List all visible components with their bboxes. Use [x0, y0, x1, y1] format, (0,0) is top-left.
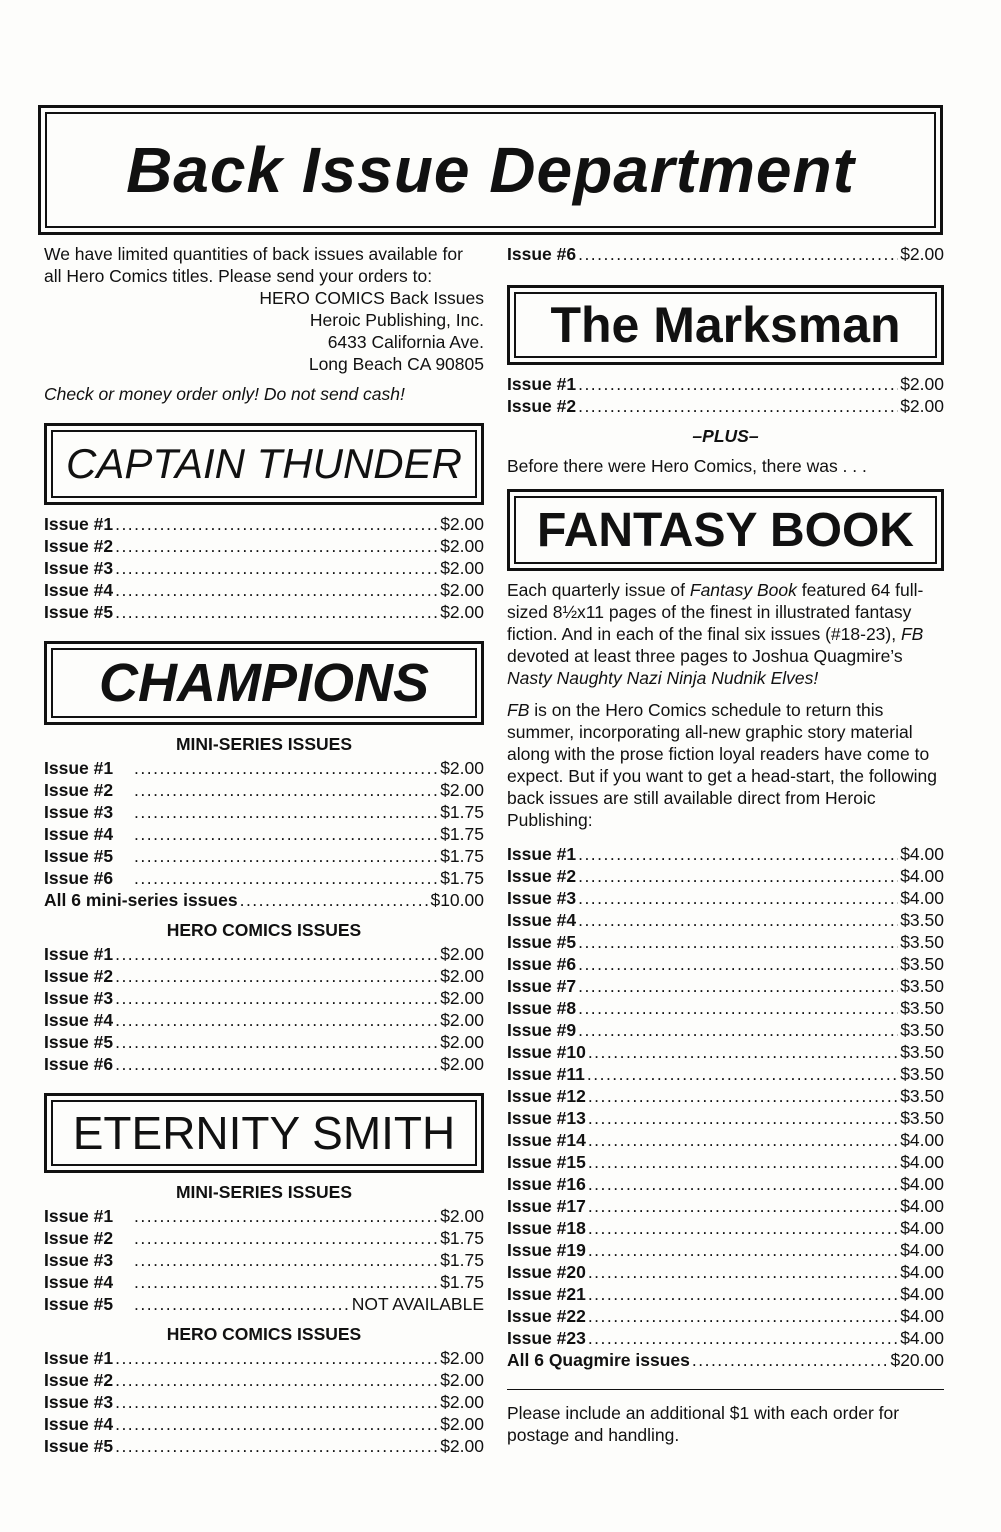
issue-price: $2.00 — [440, 780, 484, 800]
address-line: Heroic Publishing, Inc. — [309, 310, 484, 330]
dot-leader — [115, 513, 438, 535]
issue-row — [44, 601, 484, 623]
issue-row — [44, 1413, 484, 1435]
issue-label: Issue #16 — [507, 1174, 586, 1194]
issue-price: $4.00 — [900, 844, 944, 864]
issue-row — [507, 1239, 944, 1261]
fantasy-book-heading-box — [507, 489, 944, 571]
issue-row — [507, 1085, 944, 1107]
eternity-smith-hero-heading: HERO COMICS ISSUES — [166, 1324, 362, 1344]
issue-label: Issue #20 — [507, 1262, 586, 1282]
issue-price: $4.00 — [900, 1240, 944, 1260]
issue-label: Issue #1 — [44, 944, 114, 964]
dot-leader — [115, 557, 438, 579]
issue-row — [44, 845, 484, 867]
dot-leader — [115, 1435, 438, 1457]
champions-mini-heading: MINI-SERIES ISSUES — [175, 734, 352, 754]
dot-leader — [115, 1347, 438, 1369]
issue-row — [44, 1369, 484, 1391]
issue-label: Issue #6 — [507, 954, 577, 974]
issue-row — [44, 1435, 484, 1457]
dot-leader — [588, 1195, 898, 1217]
issue-label: Issue #5 — [44, 602, 114, 622]
issue-price: $2.00 — [440, 602, 484, 622]
dot-leader — [588, 1327, 898, 1349]
issue-row — [507, 1349, 944, 1371]
intro-text: We have limited quantities of back issues available for all Hero Comics titles. Please send your orders to: — [44, 244, 463, 286]
issue-label: Issue #4 — [44, 824, 114, 844]
issue-price: $3.50 — [900, 998, 944, 1018]
issue-row — [507, 909, 944, 931]
issue-price: $1.75 — [440, 1272, 484, 1292]
issue-label: Issue #3 — [507, 888, 577, 908]
issue-price: $4.00 — [900, 866, 944, 886]
issue-price: $2.00 — [900, 396, 944, 416]
text-segment: Nasty Naughty Nazi Ninja Nudnik Elves! — [507, 668, 819, 688]
issue-label: Issue #8 — [507, 998, 577, 1018]
mailing-address — [44, 287, 484, 375]
issue-row — [44, 1347, 484, 1369]
marksman-heading: The Marksman — [550, 297, 901, 353]
issue-row — [44, 1271, 484, 1293]
dot-leader — [134, 779, 438, 801]
dot-leader — [588, 1107, 898, 1129]
issue-label: All 6 Quagmire issues — [507, 1350, 690, 1370]
issue-row — [507, 1129, 944, 1151]
dot-leader — [588, 1261, 898, 1283]
issue-price: $3.50 — [900, 976, 944, 996]
issue-row — [507, 1327, 944, 1349]
dot-leader — [134, 1227, 438, 1249]
issue-price: $3.50 — [900, 1086, 944, 1106]
champions-mini-list — [44, 757, 484, 911]
fantasy-book-heading: FANTASY BOOK — [537, 503, 914, 557]
issue-label: Issue #1 — [44, 1348, 114, 1368]
dot-leader — [115, 1009, 438, 1031]
dot-leader — [115, 535, 438, 557]
issue-row — [507, 975, 944, 997]
issue-price: $4.00 — [900, 1328, 944, 1348]
champions-hero-heading: HERO COMICS ISSUES — [166, 920, 362, 940]
issue-label: Issue #2 — [44, 780, 114, 800]
issue-label: Issue #4 — [44, 1272, 114, 1292]
dot-leader — [115, 943, 438, 965]
issue-row — [44, 1249, 484, 1271]
dot-leader — [588, 1283, 898, 1305]
dot-leader — [134, 801, 438, 823]
dot-leader — [588, 1129, 898, 1151]
issue-price: $1.75 — [440, 802, 484, 822]
issue-row — [507, 1283, 944, 1305]
issue-row — [44, 823, 484, 845]
fantasy-book-list — [507, 843, 944, 1371]
issue-label: Issue #3 — [44, 802, 114, 822]
issue-label: Issue #13 — [507, 1108, 586, 1128]
issue-label: Issue #22 — [507, 1306, 586, 1326]
issue-price: $1.75 — [440, 824, 484, 844]
issue-label: Issue #3 — [44, 1250, 114, 1270]
issue-row — [44, 513, 484, 535]
dot-leader — [134, 1293, 350, 1315]
eternity-smith-heading-box — [44, 1093, 484, 1173]
issue-row — [44, 867, 484, 889]
text-segment: Each quarterly issue of — [507, 580, 690, 600]
issue-row — [44, 579, 484, 601]
issue-row — [44, 987, 484, 1009]
divider — [507, 1389, 944, 1390]
issue-label: Issue #5 — [44, 1032, 114, 1052]
issue-price: $2.00 — [440, 558, 484, 578]
issue-price: $2.00 — [440, 966, 484, 986]
issue-label: Issue #6 — [44, 868, 114, 888]
issue-label: Issue #2 — [507, 396, 577, 416]
captain-thunder-heading: CAPTAIN THUNDER — [66, 440, 462, 487]
issue-label: Issue #2 — [44, 966, 114, 986]
dot-leader — [588, 1173, 898, 1195]
left-column — [44, 243, 484, 1457]
issue-label: Issue #2 — [507, 866, 577, 886]
issue-row — [44, 757, 484, 779]
dot-leader — [578, 931, 898, 953]
issue-row — [507, 953, 944, 975]
dot-leader — [578, 865, 898, 887]
text-segment: is on the Hero Comics schedule to return this summer, incorporating all-new graphic story material along with the prose fiction loyal readers have come to expect. But if you want to get a head-start, the following back issues are still available direct from Heroic Publishing: — [507, 700, 937, 830]
issue-price: $2.00 — [440, 1032, 484, 1052]
text-segment: FB — [900, 624, 924, 644]
payment-note: Check or money order only! Do not send cash! — [44, 384, 405, 404]
issue-row — [507, 1151, 944, 1173]
issue-row — [507, 1261, 944, 1283]
page-title: Back Issue Department — [126, 134, 855, 206]
issue-price: $4.00 — [900, 1196, 944, 1216]
issue-label: Issue #14 — [507, 1130, 586, 1150]
issue-label: Issue #2 — [44, 536, 114, 556]
dot-leader — [578, 887, 898, 909]
issue-price: $3.50 — [900, 1020, 944, 1040]
dot-leader — [587, 1063, 898, 1085]
issue-label: Issue #4 — [44, 1010, 114, 1030]
issue-price: $2.00 — [440, 944, 484, 964]
plus-divider: –PLUS– — [692, 426, 759, 446]
dot-leader — [115, 987, 438, 1009]
issue-row — [507, 1019, 944, 1041]
marksman-heading-box — [507, 285, 944, 365]
issue-row — [44, 1205, 484, 1227]
issue-label: Issue #3 — [44, 558, 114, 578]
issue-price: $2.00 — [440, 1392, 484, 1412]
issue-price: $2.00 — [900, 374, 944, 394]
text-segment: FB — [507, 700, 530, 720]
issue-label: Issue #17 — [507, 1196, 586, 1216]
issue-row — [507, 997, 944, 1019]
issue-price: $4.00 — [900, 1152, 944, 1172]
issue-label: Issue #2 — [44, 1370, 114, 1390]
issue-price: $3.50 — [900, 932, 944, 952]
eternity-smith-issue-6-row — [507, 243, 944, 265]
issue-label: Issue #9 — [507, 1020, 577, 1040]
issue-price: $2.00 — [440, 1436, 484, 1456]
issue-label: Issue #1 — [44, 514, 114, 534]
issue-row — [44, 889, 484, 911]
issue-label: Issue #10 — [507, 1042, 586, 1062]
issue-price: $2.00 — [440, 1414, 484, 1434]
issue-label: Issue #5 — [44, 1294, 114, 1314]
issue-row — [44, 1009, 484, 1031]
dot-leader — [134, 1249, 438, 1271]
eternity-smith-mini-heading: MINI-SERIES ISSUES — [175, 1182, 352, 1202]
issue-label: Issue #11 — [507, 1064, 585, 1084]
issue-label: Issue #5 — [44, 846, 114, 866]
issue-row — [44, 965, 484, 987]
issue-price: $4.00 — [900, 1306, 944, 1326]
dot-leader — [578, 997, 898, 1019]
issue-price: $4.00 — [900, 1284, 944, 1304]
issue-price: $1.75 — [440, 868, 484, 888]
issue-row — [44, 1293, 484, 1315]
issue-label: Issue #1 — [44, 1206, 114, 1226]
issue-label: All 6 mini-series issues — [44, 890, 238, 910]
eternity-smith-hero-list — [44, 1347, 484, 1457]
text-segment: devoted at least three pages to Joshua Quagmire’s — [507, 646, 903, 666]
issue-label: Issue #1 — [44, 758, 114, 778]
issue-row — [507, 887, 944, 909]
issue-label: Issue #4 — [44, 1414, 114, 1434]
issue-price: $2.00 — [440, 580, 484, 600]
issue-label: Issue #3 — [44, 988, 114, 1008]
issue-row — [507, 1305, 944, 1327]
dot-leader — [692, 1349, 889, 1371]
dot-leader — [115, 1391, 438, 1413]
dot-leader — [115, 579, 438, 601]
marksman-list — [507, 373, 944, 417]
issue-price: $3.50 — [900, 954, 944, 974]
address-line: Long Beach CA 90805 — [308, 354, 484, 374]
dot-leader — [588, 1041, 898, 1063]
champions-hero-list — [44, 943, 484, 1075]
issue-price: $2.00 — [440, 536, 484, 556]
captain-thunder-heading-box — [44, 423, 484, 505]
address-line: HERO COMICS Back Issues — [259, 288, 484, 308]
dot-leader — [134, 757, 438, 779]
issue-row — [44, 1227, 484, 1249]
issue-price: $3.50 — [900, 1108, 944, 1128]
issue-price: $1.75 — [440, 846, 484, 866]
issue-price: $20.00 — [890, 1350, 944, 1370]
address-line: 6433 California Ave. — [327, 332, 484, 352]
issue-label: Issue #12 — [507, 1086, 586, 1106]
dot-leader — [115, 965, 438, 987]
issue-label: Issue #7 — [507, 976, 577, 996]
dot-leader — [578, 909, 898, 931]
issue-row — [507, 1173, 944, 1195]
issue-price: $4.00 — [900, 1174, 944, 1194]
issue-label: Issue #5 — [507, 932, 577, 952]
issue-row — [507, 1063, 944, 1085]
issue-label: Issue #1 — [507, 844, 577, 864]
dot-leader — [588, 1217, 898, 1239]
issue-price: $3.50 — [900, 910, 944, 930]
dot-leader — [588, 1239, 898, 1261]
champions-heading: CHAMPIONS — [98, 653, 429, 713]
dot-leader — [134, 823, 438, 845]
eternity-smith-mini-list — [44, 1205, 484, 1315]
dot-leader — [588, 1085, 898, 1107]
eternity-smith-heading: ETERNITY SMITH — [72, 1107, 456, 1159]
issue-price: $2.00 — [440, 1010, 484, 1030]
issue-row — [507, 395, 944, 417]
issue-label: Issue #6 — [507, 244, 577, 264]
issue-label: Issue #4 — [507, 910, 577, 930]
issue-row — [44, 1391, 484, 1413]
champions-heading-box — [44, 641, 484, 725]
issue-label: Issue #5 — [44, 1436, 114, 1456]
issue-price: $1.75 — [440, 1250, 484, 1270]
issue-row — [507, 1217, 944, 1239]
issue-label: Issue #19 — [507, 1240, 586, 1260]
fantasy-book-return-note — [507, 699, 944, 831]
before-text: Before there were Hero Comics, there was . . . — [507, 456, 867, 476]
page-title-box — [38, 105, 943, 235]
issue-price: $2.00 — [440, 1370, 484, 1390]
issue-label: Issue #6 — [44, 1054, 114, 1074]
issue-row — [507, 931, 944, 953]
issue-label: Issue #23 — [507, 1328, 586, 1348]
dot-leader — [134, 1271, 438, 1293]
issue-row — [507, 373, 944, 395]
issue-price: $4.00 — [900, 1262, 944, 1282]
dot-leader — [134, 1205, 438, 1227]
text-segment: featured 64 full-sized 8½x11 pages of the finest in illustrated fantasy fiction. And in each of the final six issues (#18-23), — [507, 580, 924, 644]
dot-leader — [588, 1305, 898, 1327]
issue-label: Issue #18 — [507, 1218, 586, 1238]
dot-leader — [115, 1369, 438, 1391]
issue-row — [507, 1107, 944, 1129]
issue-price: $2.00 — [900, 244, 944, 264]
issue-price: $3.50 — [900, 1042, 944, 1062]
issue-label: Issue #3 — [44, 1392, 114, 1412]
issue-row — [44, 557, 484, 579]
captain-thunder-list — [44, 513, 484, 623]
issue-row — [507, 1195, 944, 1217]
issue-price: $3.50 — [900, 1064, 944, 1084]
issue-price: $10.00 — [430, 890, 484, 910]
issue-label: Issue #4 — [44, 580, 114, 600]
issue-label: Issue #2 — [44, 1228, 114, 1248]
issue-label: Issue #1 — [507, 374, 577, 394]
text-segment: Fantasy Book — [689, 580, 797, 600]
issue-price: $2.00 — [440, 514, 484, 534]
right-column — [507, 243, 944, 1446]
dot-leader — [115, 1053, 438, 1075]
dot-leader — [115, 1031, 438, 1053]
issue-row — [507, 843, 944, 865]
issue-price: $2.00 — [440, 1206, 484, 1226]
issue-row — [44, 779, 484, 801]
issue-row — [44, 1031, 484, 1053]
issue-row — [507, 865, 944, 887]
dot-leader — [578, 843, 898, 865]
dot-leader — [115, 1413, 438, 1435]
shipping-note: Please include an additional $1 with each order for postage and handling. — [507, 1403, 900, 1445]
dot-leader — [134, 845, 438, 867]
issue-price: $2.00 — [440, 1054, 484, 1074]
issue-price: $1.75 — [440, 1228, 484, 1248]
dot-leader — [134, 867, 438, 889]
issue-row — [44, 943, 484, 965]
dot-leader — [578, 975, 898, 997]
dot-leader — [578, 373, 898, 395]
fantasy-book-description — [507, 579, 944, 689]
dot-leader — [578, 1019, 898, 1041]
dot-leader — [240, 889, 429, 911]
issue-row — [44, 1053, 484, 1075]
issue-row — [44, 535, 484, 557]
dot-leader — [115, 601, 438, 623]
issue-price: $2.00 — [440, 1348, 484, 1368]
issue-price: $2.00 — [440, 758, 484, 778]
issue-price: $4.00 — [900, 1130, 944, 1150]
dot-leader — [578, 953, 898, 975]
issue-price: $4.00 — [900, 888, 944, 908]
issue-price: $2.00 — [440, 988, 484, 1008]
issue-label: Issue #21 — [507, 1284, 586, 1304]
issue-label: Issue #15 — [507, 1152, 586, 1172]
dot-leader — [588, 1151, 898, 1173]
issue-row — [44, 801, 484, 823]
issue-price: $4.00 — [900, 1218, 944, 1238]
issue-price: NOT AVAILABLE — [351, 1294, 484, 1314]
dot-leader — [578, 395, 898, 417]
issue-row — [507, 1041, 944, 1063]
